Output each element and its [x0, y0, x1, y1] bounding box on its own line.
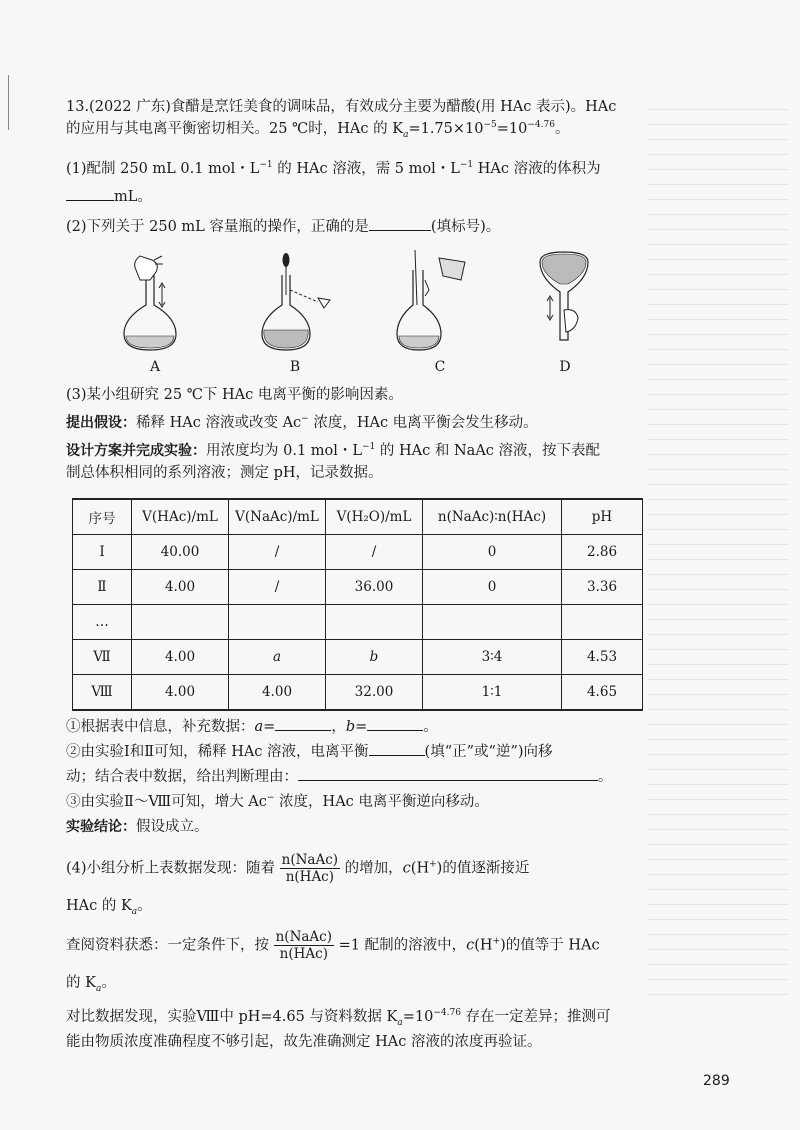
part-3: (3)某小组研究 25 ℃下 HAc 电离平衡的影响因素。 提出假设：稀释 HAc 溶液或改变 Ac− 浓度，HAc 电离平衡会发生移动。 设计方案并完成实验：用浓度均为 0.1 mol・$L^{-1}$ 的 HAc 和 NaAc 溶液，按下表配 制总体积相同的系列溶液；测定 pH，记录数据。: [66, 384, 640, 484]
table-row: Ⅶ 4.00 a b 3∶4 4.53: [73, 640, 643, 675]
table-header-row: 序号 V(HAc)/mL V(NaAc)/mL V(H₂O)/mL n(NaAc)∶n(HAc) pH: [73, 499, 643, 535]
figure-a: A: [110, 250, 200, 375]
margin-line: [8, 75, 9, 130]
answer-blank-b[interactable]: [367, 716, 423, 731]
conclusion: 实验结论：假设成立。: [66, 819, 209, 835]
table-row: Ⅱ 4.00 / 36.00 0 3.36: [73, 570, 643, 605]
ratio-fraction: $\frac{\text{n(NaAc)}}{\text{n(HAc)}}$: [275, 929, 333, 962]
comparison-line-1: 对比数据发现，实验Ⅷ中 pH=4.65 与资料数据 $K_a=10^{-4.76}$ 存在一定差异；推测可: [66, 1008, 611, 1028]
subq-2-line-2: 动；结合表中数据，给出判断理由： 。: [66, 766, 640, 788]
subq-3: ③由实验Ⅱ～Ⅷ可知，增大 Ac− 浓度，HAc 电离平衡逆向移动。: [66, 793, 489, 810]
question-intro: [66, 96, 640, 140]
flask-figures: [110, 250, 630, 380]
reference-line-2: 的 $K_a$。: [66, 975, 116, 994]
flask-dropper-icon: [250, 250, 340, 355]
answer-blank-volume[interactable]: [66, 186, 114, 201]
comparison-line-2: 能由物质浓度准确程度不够引起，故先准确测定 HAc 溶液的浓度再验证。: [66, 1034, 542, 1050]
design-line-1: 设计方案并完成实验：用浓度均为 0.1 mol・$L^{-1}$ 的 HAc 和 NaAc 溶液，按下表配: [66, 442, 601, 459]
part-1: [66, 158, 640, 208]
subq-1: ①根据表中信息，补充数据：a= ，b= 。: [66, 716, 640, 738]
intro-line-1: 13.(2022 广东)食醋是烹饪美食的调味品，有效成分主要为醋酸(用 HAc 表示)。HAc: [66, 99, 617, 115]
page-number: 289: [703, 1073, 730, 1089]
flask-upside-down-icon: [520, 250, 610, 355]
answer-blank-a[interactable]: [275, 716, 331, 731]
part-3-subquestions: [66, 716, 640, 838]
hypothesis: 提出假设：稀释 HAc 溶液或改变 Ac− 浓度，HAc 电离平衡会发生移动。: [66, 414, 538, 431]
subq-2-line-1: ②由实验Ⅰ和Ⅱ可知，稀释 HAc 溶液，电离平衡 (填“正”或“逆”)向移: [66, 741, 640, 763]
figure-c: C: [395, 250, 485, 375]
part-1-line-1: (1)配制 250 mL 0.1 mol・$L^{-1}$ 的 HAc 溶液，需 5 mol・$L^{-1}$ HAc 溶液的体积为: [66, 160, 601, 177]
answer-blank-operation[interactable]: [369, 216, 431, 231]
table-row: Ⅰ 40.00 / / 0 2.86: [73, 535, 643, 570]
answer-blank-reason[interactable]: [298, 766, 598, 781]
answer-blank-direction[interactable]: [369, 741, 425, 756]
table-row: Ⅷ 4.00 4.00 32.00 1∶1 4.65: [73, 675, 643, 711]
part-2: (2)下列关于 250 mL 容量瓶的操作，正确的是 (填标号)。: [66, 216, 640, 238]
experiment-table: [72, 498, 643, 711]
intro-line-2: 的应用与其电离平衡密切相关。25 ℃时，HAc 的 $K_a=1.75\times 10^{-5}=10^{-4.76}$。: [66, 120, 570, 140]
design-line-2: 制总体积相同的系列溶液；测定 pH，记录数据。: [66, 465, 383, 481]
flask-inverting-icon: [110, 250, 200, 355]
flask-pouring-icon: [395, 250, 485, 355]
ratio-fraction: $\frac{\text{n(NaAc)}}{\text{n(HAc)}}$: [281, 852, 339, 885]
figure-d: D: [520, 250, 610, 375]
part-4-line-1: (4)小组分析上表数据发现：随着 $\frac{\text{n(NaAc)}}{\text{n(HAc)}}$ 的增加，c(H+)的值逐渐接近: [66, 852, 530, 885]
part-1-line-2: mL。: [66, 186, 640, 208]
figure-b: B: [250, 250, 340, 375]
ruled-notes-area: [648, 95, 788, 995]
part-4: [66, 852, 640, 1053]
table-row: …: [73, 605, 643, 640]
reference-line-1: 查阅资料获悉：一定条件下，按 $\frac{\text{n(NaAc)}}{\text{n(HAc)}}$ =1 配制的溶液中，c(H+)的值等于 HAc: [66, 929, 600, 962]
part-4-line-2: HAc 的 $K_a$。: [66, 898, 152, 917]
